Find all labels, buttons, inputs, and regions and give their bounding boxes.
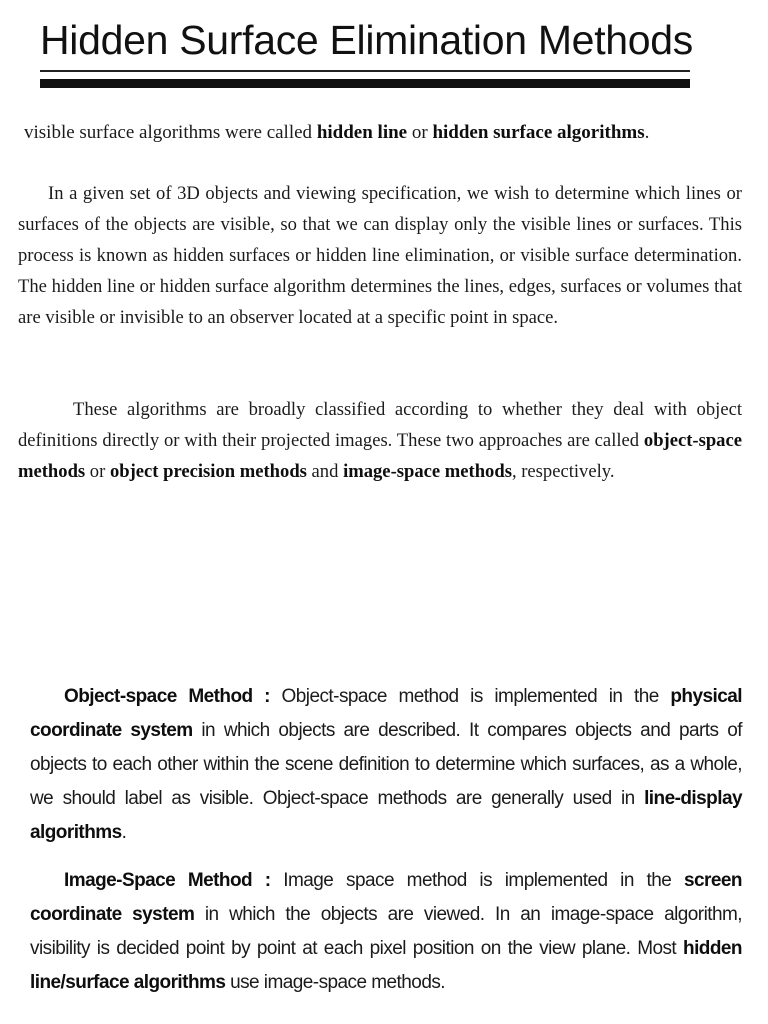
classification-text-3: and [306,461,344,482]
paragraph-definition: In a given set of 3D objects and viewing specification, we wish to determine which lines or surfaces of the objects are visible, so that we can display only the visible lines or surfaces. This process is known as hidden surfaces or hidden line elimination, or visible surface determination. The hidden line or hidden surface algorithm determines the lines, edges, surfaces or volumes that are visible or invisible to an observer located at a specific point in space. [18,183,742,328]
intro-term-hidden-line: hidden line [316,122,408,143]
term-image-space-methods: image-space methods [343,461,512,482]
term-hidden-line-surface-algorithms: hidden line/surface algorithms [30,938,742,993]
classification-text-4: , respectively. [511,461,615,482]
paragraph-object-space-method [30,680,742,850]
image-space-text-2: in which the objects are viewed. In an image-space algorithm, visibility is decided point by point at each pixel position on the view plane. Most [30,904,742,959]
paragraph-image-space-method [30,864,742,1000]
object-space-text-1: Object-space method is implemented in the [269,686,671,707]
title-underline-thick [40,79,690,88]
title-underline-thin [40,70,690,72]
intro-paragraph [24,117,744,148]
term-object-space-methods: object-space methods [18,430,742,482]
term-object-precision-methods: object precision methods [109,461,307,482]
object-space-text-2: in which objects are described. It compares objects and parts of objects to each other within the scene definition to determine which surfaces, as a whole, we should label as visible. Object-space methods are generally used in [30,720,742,809]
classification-text-1: These algorithms are broadly classified according to whether they deal with object definitions directly or with their projected images. These two approaches are called [18,399,742,451]
term-screen-coordinate-system: screen coordinate system [30,870,742,925]
object-space-heading: Object-space Method : [64,686,270,707]
page-title: Hidden Surface Elimination Methods [40,17,693,63]
term-line-display-algorithms: line-display algorithms [30,788,742,843]
intro-text-3: . [644,122,650,143]
classification-text-2: or [85,461,110,482]
image-space-heading: Image-Space Method : [64,870,271,891]
intro-text-2: or [407,122,433,143]
intro-text-1: visible surface algorithms were called [24,122,317,143]
paragraph-classification [18,394,742,487]
object-space-text-3: . [121,822,127,843]
image-space-text-1: Image space method is implemented in the [270,870,685,891]
image-space-text-3: use image-space methods. [225,972,446,993]
term-physical-coordinate-system: physical coordinate system [30,686,742,741]
intro-term-hidden-surface-algorithms: hidden surface algorithms [432,122,645,143]
